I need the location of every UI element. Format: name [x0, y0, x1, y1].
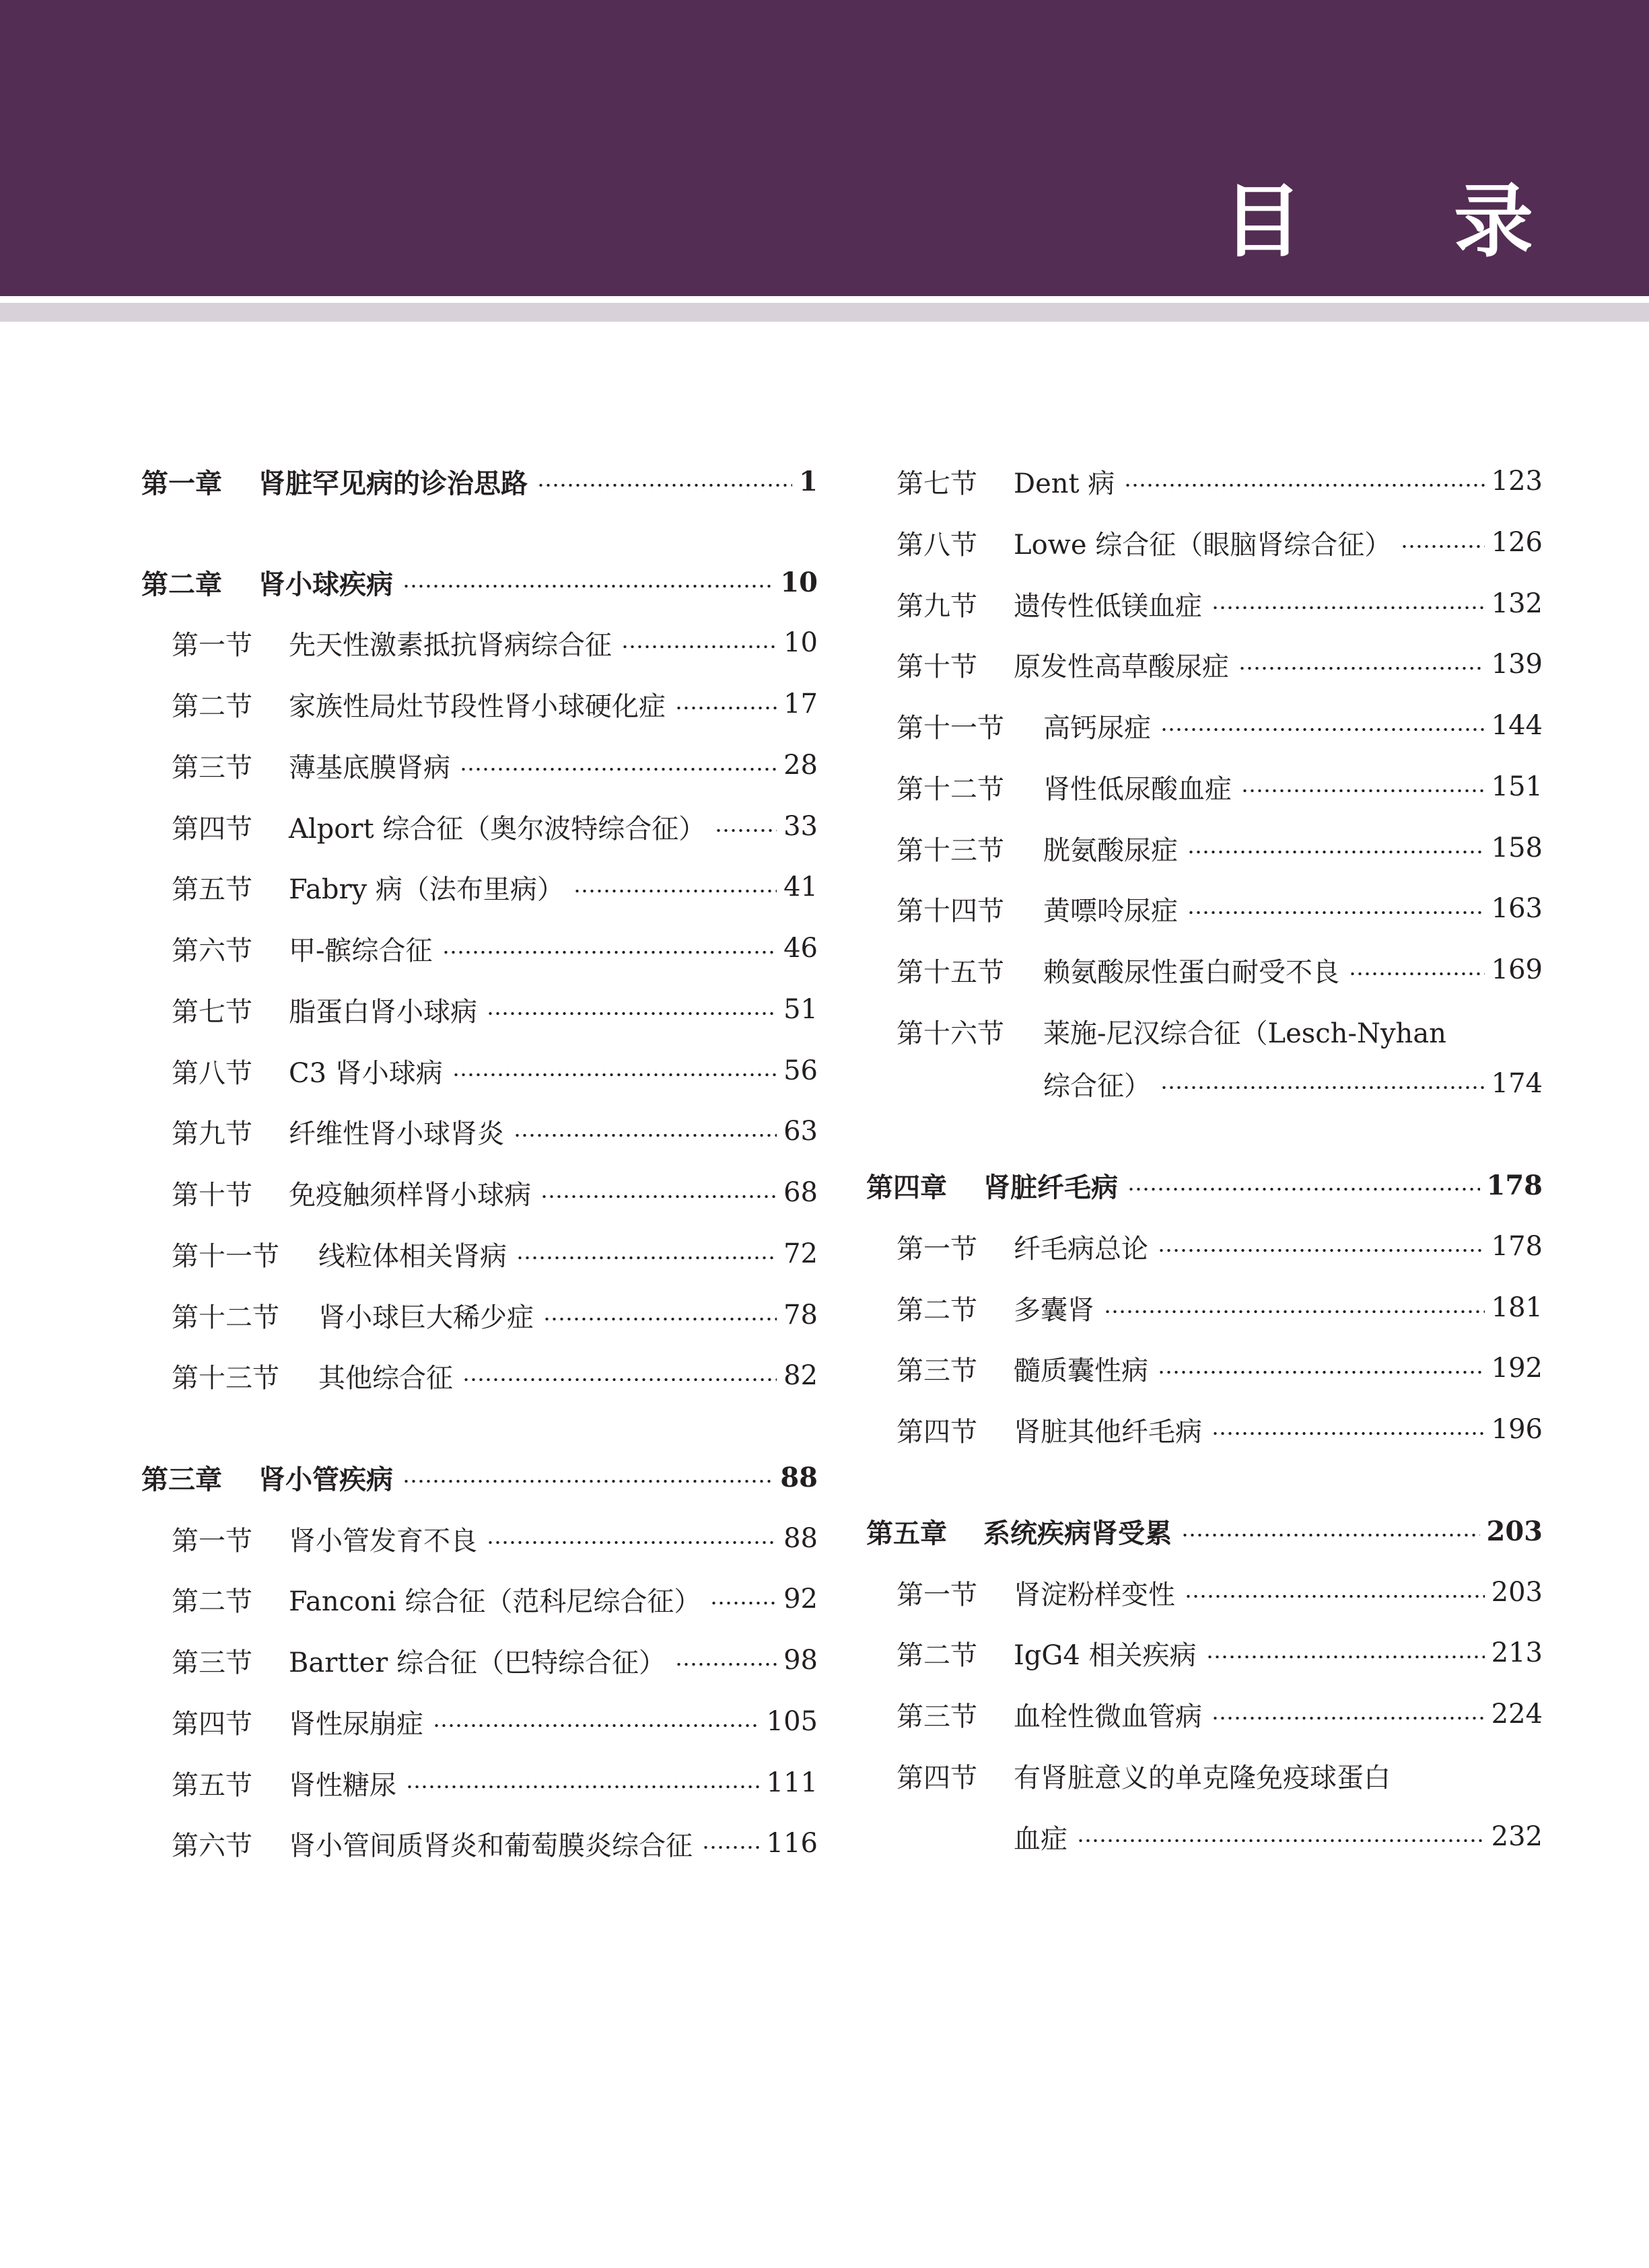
section-title: 线粒体相关肾病: [318, 1240, 507, 1272]
page-number: 144: [1491, 710, 1543, 741]
toc-section-entry[interactable]: [866, 1281, 1543, 1335]
dot-leader: [1160, 728, 1485, 731]
toc-section-entry[interactable]: [866, 1687, 1543, 1741]
toc-section-entry[interactable]: [141, 860, 818, 914]
section-number: 第七节: [897, 468, 977, 499]
dot-leader: [1401, 545, 1484, 548]
toc-section-entry[interactable]: [866, 1219, 1543, 1273]
dot-leader: [715, 829, 777, 832]
chapter-number: 第二章: [141, 568, 222, 600]
section-number: 第五节: [172, 1769, 252, 1801]
toc-section-entry[interactable]: [141, 921, 818, 975]
page-number: 181: [1491, 1292, 1543, 1323]
section-title: Lowe 综合征（眼脑肾综合征）: [1014, 529, 1392, 561]
dot-leader: [543, 1318, 777, 1320]
section-number: 第八节: [172, 1057, 252, 1089]
section-title: 肾性低尿酸血症: [1043, 773, 1232, 805]
dot-leader: [675, 1663, 777, 1666]
toc-section-entry[interactable]: [866, 1057, 1543, 1110]
page-number: 33: [783, 811, 818, 842]
section-title: 有肾脏意义的单克隆免疫球蛋白: [1014, 1762, 1391, 1794]
section-number: 第十二节: [172, 1302, 279, 1333]
page-number: 111: [766, 1767, 818, 1798]
dot-leader: [460, 768, 777, 771]
header-banner: [0, 0, 1649, 296]
toc-section-entry[interactable]: [866, 1626, 1543, 1680]
page-number: 10: [783, 627, 818, 658]
page-number: 78: [783, 1300, 818, 1331]
section-number: 第四节: [897, 1416, 977, 1448]
section-number: 第四节: [172, 1708, 252, 1740]
section-number: 第二节: [897, 1294, 977, 1326]
section-title: 薄基底膜肾病: [289, 752, 450, 783]
toc-section-entry[interactable]: [141, 1349, 818, 1403]
section-title: 免疫触须样肾小球病: [289, 1179, 531, 1211]
header-divider-band: [0, 303, 1649, 322]
dot-leader: [1238, 667, 1485, 670]
section-title: 肾小管发育不良: [289, 1525, 477, 1557]
page-number: 68: [783, 1177, 818, 1208]
dot-leader: [487, 1012, 777, 1015]
section-title: Alport 综合征（奥尔波特综合征）: [289, 813, 706, 845]
page-number: 178: [1486, 1169, 1543, 1201]
dot-leader: [1212, 1432, 1485, 1435]
dot-leader: [433, 1724, 760, 1727]
page-number: 63: [783, 1116, 818, 1147]
section-number: 第三节: [172, 1647, 252, 1678]
toc-section-entry[interactable]: [866, 943, 1543, 997]
chapter-number: 第三章: [141, 1463, 222, 1495]
dot-leader: [1181, 1534, 1480, 1536]
chapter-title: 肾小管疾病: [258, 1463, 393, 1495]
toc-section-entry[interactable]: [866, 637, 1543, 691]
page-number: 178: [1491, 1231, 1543, 1262]
page-number: 82: [783, 1360, 818, 1391]
toc-section-entry[interactable]: [141, 1816, 818, 1870]
dot-leader: [516, 1256, 777, 1259]
page-number: 72: [783, 1238, 818, 1269]
toc-chapter-entry[interactable]: [866, 1504, 1543, 1558]
page-number: 41: [783, 872, 818, 902]
section-number: 第三节: [172, 752, 252, 783]
section-title: 高钙尿症: [1043, 712, 1151, 744]
section-number: 第十一节: [897, 712, 1004, 744]
dot-leader: [537, 484, 792, 487]
toc-section-entry[interactable]: [141, 1512, 818, 1565]
toc-section-entry[interactable]: [866, 1810, 1543, 1864]
toc-section-entry[interactable]: [141, 1288, 818, 1342]
dot-leader: [1077, 1839, 1485, 1842]
page-number: 151: [1491, 771, 1543, 802]
chapter-title: 肾小球疾病: [258, 568, 393, 600]
section-title: 其他综合征: [318, 1362, 453, 1394]
section-number: 第八节: [897, 529, 977, 561]
page-number: 56: [783, 1055, 818, 1086]
page-number: 88: [780, 1461, 818, 1493]
chapter-number: 第一章: [141, 467, 222, 499]
dot-leader: [573, 890, 777, 892]
section-title: 遗传性低镁血症: [1014, 590, 1202, 622]
section-number: 第三节: [897, 1355, 977, 1386]
section-title: 脂蛋白肾小球病: [289, 996, 477, 1028]
dot-leader: [452, 1073, 777, 1076]
section-number: 第十三节: [897, 835, 1004, 866]
page-number: 123: [1491, 466, 1543, 497]
dot-leader: [1158, 1371, 1485, 1374]
section-title: 肾脏其他纤毛病: [1014, 1416, 1202, 1448]
dot-leader: [1206, 1656, 1485, 1658]
dot-leader: [1187, 911, 1485, 914]
section-title: 纤维性肾小球肾炎: [289, 1118, 504, 1149]
dot-leader: [487, 1541, 777, 1544]
toc-chapter-entry[interactable]: [141, 555, 818, 609]
dot-leader: [540, 1195, 777, 1198]
toc-section-entry[interactable]: [866, 699, 1543, 752]
toc-section-entry[interactable]: [141, 1227, 818, 1281]
section-number: 第十一节: [172, 1240, 279, 1272]
page-number: 132: [1491, 588, 1543, 619]
page-number: 92: [783, 1584, 818, 1615]
page-title: 目 录: [1222, 174, 1595, 268]
section-title: IgG4 相关疾病: [1014, 1639, 1197, 1671]
section-title: 髓质囊性病: [1014, 1355, 1148, 1386]
dot-leader: [1127, 1188, 1480, 1191]
toc-section-entry[interactable]: [141, 1166, 818, 1219]
toc-section-entry[interactable]: [141, 738, 818, 792]
toc-section-entry[interactable]: [866, 821, 1543, 875]
toc-section-entry[interactable]: [141, 1044, 818, 1098]
section-title: 血栓性微血管病: [1014, 1701, 1202, 1732]
section-number: 第三节: [897, 1701, 977, 1732]
section-title: 肾淀粉样变性: [1014, 1579, 1175, 1610]
section-number: 第九节: [172, 1118, 252, 1149]
section-title: Bartter 综合征（巴特综合征）: [289, 1647, 666, 1678]
page-number: 163: [1491, 893, 1543, 924]
dot-leader: [702, 1846, 760, 1849]
page-number: 169: [1491, 954, 1543, 985]
section-title: 肾小管间质肾炎和葡萄膜炎综合征: [289, 1830, 693, 1862]
section-number: 第一节: [172, 1525, 252, 1557]
dot-leader: [442, 951, 777, 954]
section-number: 第十五节: [897, 956, 1004, 988]
toc-chapter-entry[interactable]: [141, 1450, 818, 1504]
chapter-number: 第四章: [866, 1171, 947, 1203]
page-number: 203: [1491, 1577, 1543, 1608]
section-number: 第十节: [172, 1179, 252, 1211]
dot-leader: [514, 1134, 777, 1137]
dot-leader: [1104, 1310, 1485, 1313]
section-number: 第五节: [172, 874, 252, 905]
toc-chapter-entry[interactable]: [141, 454, 818, 508]
page-number: 46: [783, 933, 818, 964]
page-number: 174: [1491, 1068, 1543, 1099]
toc-section-entry[interactable]: [141, 1633, 818, 1687]
toc-section-entry[interactable]: [866, 1341, 1543, 1395]
toc-section-entry[interactable]: [866, 760, 1543, 814]
page-number: 139: [1491, 649, 1543, 680]
section-title: 纤毛病总论: [1014, 1233, 1148, 1265]
dot-leader: [462, 1378, 777, 1381]
page-number: 28: [783, 750, 818, 781]
toc-section-entry[interactable]: [866, 1403, 1543, 1456]
dot-leader: [1185, 1595, 1485, 1598]
section-title: 肾性尿崩症: [289, 1708, 423, 1740]
section-number: 第七节: [172, 996, 252, 1028]
toc-section-entry[interactable]: [141, 1695, 818, 1748]
section-title: 原发性高草酸尿症: [1014, 651, 1229, 682]
toc-section-entry[interactable]: [141, 983, 818, 1036]
toc-chapter-entry[interactable]: [866, 1158, 1543, 1212]
page-number: 17: [783, 688, 818, 719]
dot-leader: [675, 707, 777, 709]
section-number: 第十二节: [897, 773, 1004, 805]
section-title: 先天性激素抵抗肾病综合征: [289, 629, 612, 661]
page-number: 1: [799, 465, 818, 497]
toc-section-entry[interactable]: [866, 1004, 1543, 1058]
dot-leader: [621, 645, 777, 648]
page-number: 105: [766, 1706, 818, 1737]
section-number: 第十四节: [897, 895, 1004, 927]
dot-leader: [1349, 972, 1485, 975]
section-number: 第四节: [172, 813, 252, 845]
section-title: 莱施-尼汉综合征（Lesch-Nyhan: [1043, 1018, 1446, 1049]
dot-leader: [402, 1480, 773, 1483]
page-number: 232: [1491, 1821, 1543, 1852]
toc-section-entry[interactable]: [866, 882, 1543, 935]
section-number: 第一节: [897, 1233, 977, 1265]
section-title: 肾性糖尿: [289, 1769, 396, 1801]
page-number: 126: [1491, 527, 1543, 558]
section-number: 第四节: [897, 1762, 977, 1794]
section-title: 多囊肾: [1014, 1294, 1094, 1326]
dot-leader: [1212, 606, 1485, 609]
page-number: 98: [783, 1645, 818, 1676]
dot-leader: [1160, 1086, 1485, 1089]
section-number: 第一节: [897, 1579, 977, 1610]
toc-section-entry[interactable]: [141, 1756, 818, 1810]
section-title: Fanconi 综合征（范科尼综合征）: [289, 1586, 701, 1617]
section-title: 综合征）: [1043, 1070, 1151, 1102]
page-number: 203: [1486, 1515, 1543, 1547]
toc-section-entry[interactable]: [141, 1104, 818, 1158]
toc-section-entry[interactable]: [866, 454, 1543, 508]
dot-leader: [1212, 1717, 1485, 1720]
chapter-title: 系统疾病肾受累: [983, 1517, 1172, 1549]
section-title: 血症: [1014, 1823, 1067, 1855]
section-number: 第十六节: [897, 1018, 1004, 1049]
section-title: 肾小球巨大稀少症: [318, 1302, 534, 1333]
section-title: 黄嘌呤尿症: [1043, 895, 1178, 927]
section-number: 第九节: [897, 590, 977, 622]
page-number: 224: [1491, 1699, 1543, 1730]
section-number: 第二节: [172, 690, 252, 722]
chapter-number: 第五章: [866, 1517, 947, 1549]
chapter-title: 肾脏罕见病的诊治思路: [258, 467, 528, 499]
section-number: 第六节: [172, 935, 252, 966]
toc-section-entry[interactable]: [866, 577, 1543, 631]
dot-leader: [1124, 484, 1484, 487]
section-number: 第六节: [172, 1830, 252, 1862]
page-number: 10: [780, 566, 818, 598]
page-number: 116: [766, 1828, 818, 1859]
toc-section-entry[interactable]: [866, 516, 1543, 569]
dot-leader: [1187, 851, 1485, 853]
page-number: 88: [783, 1523, 818, 1554]
section-title: 胱氨酸尿症: [1043, 835, 1178, 866]
chapter-title: 肾脏纤毛病: [983, 1171, 1118, 1203]
page-number: 192: [1491, 1353, 1543, 1384]
dot-leader: [710, 1602, 777, 1604]
dot-leader: [402, 585, 773, 588]
page-number: 158: [1491, 832, 1543, 863]
section-title: Fabry 病（法布里病）: [289, 874, 564, 905]
page-number: 51: [783, 994, 818, 1025]
toc-section-entry[interactable]: [141, 1572, 818, 1626]
section-title: 甲-髌综合征: [289, 935, 433, 966]
toc-section-entry[interactable]: [866, 1748, 1543, 1802]
toc-section-entry[interactable]: [866, 1565, 1543, 1619]
section-number: 第二节: [897, 1639, 977, 1671]
toc-section-entry[interactable]: [141, 800, 818, 853]
toc-section-entry[interactable]: [141, 677, 818, 731]
dot-leader: [1158, 1249, 1485, 1252]
section-number: 第十三节: [172, 1362, 279, 1394]
dot-leader: [406, 1785, 760, 1788]
section-title: C3 肾小球病: [289, 1057, 443, 1089]
toc-section-entry[interactable]: [141, 616, 818, 670]
dot-leader: [1241, 789, 1485, 792]
section-title: 家族性局灶节段性肾小球硬化症: [289, 690, 666, 722]
section-title: Dent 病: [1014, 468, 1115, 499]
page-number: 213: [1491, 1637, 1543, 1668]
section-number: 第十节: [897, 651, 977, 682]
page-number: 196: [1491, 1414, 1543, 1445]
section-number: 第一节: [172, 629, 252, 661]
section-number: 第二节: [172, 1586, 252, 1617]
section-title: 赖氨酸尿性蛋白耐受不良: [1043, 956, 1339, 988]
